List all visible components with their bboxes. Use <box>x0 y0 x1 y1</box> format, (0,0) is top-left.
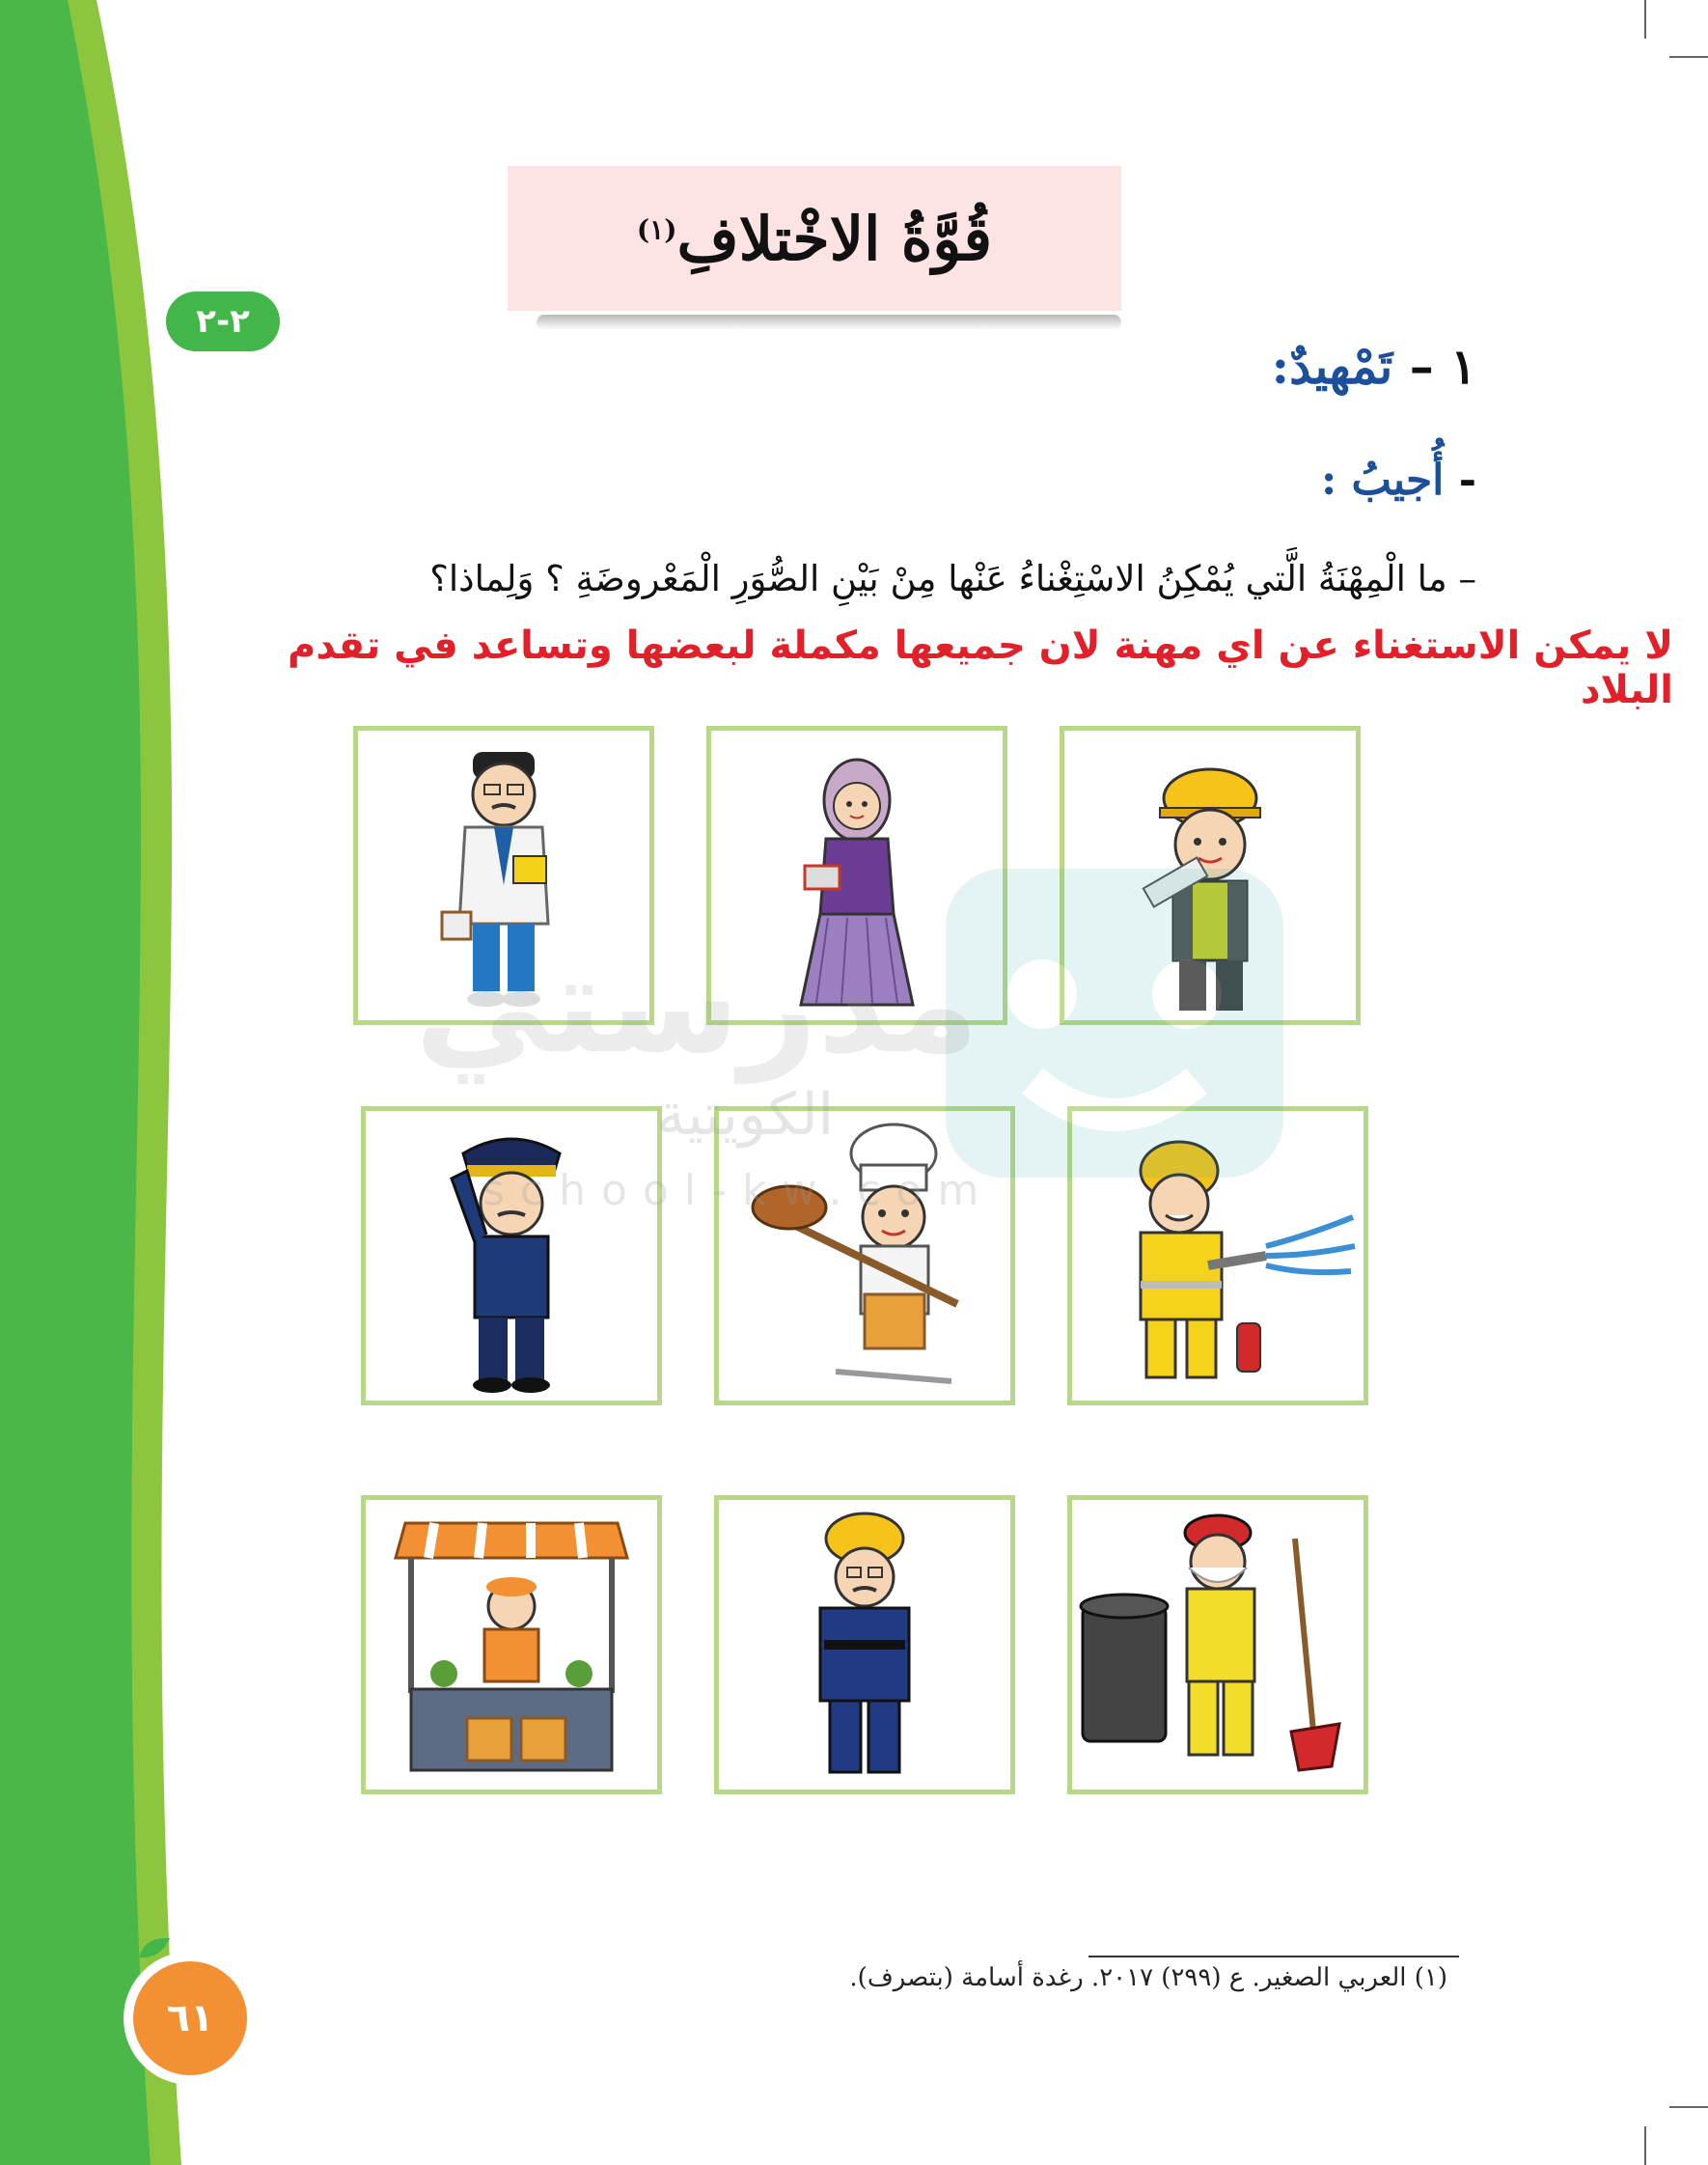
title-main: قُوَّةُ الاخْتلافِ <box>676 203 993 274</box>
picture-card <box>361 1106 662 1405</box>
street-sweeper-illustration <box>1072 1500 1364 1790</box>
doctor-illustration <box>358 731 649 1020</box>
picture-card <box>714 1495 1015 1794</box>
prompt-heading <box>1321 456 1476 505</box>
picture-card <box>353 726 654 1025</box>
picture-card <box>1060 726 1361 1025</box>
crop-mark <box>1644 2126 1646 2165</box>
teacher-illustration <box>711 731 1003 1020</box>
title-box <box>508 166 1121 311</box>
worker-illustration <box>719 1500 1010 1790</box>
picture-card <box>1067 1495 1368 1794</box>
crop-mark <box>1669 56 1708 58</box>
section-number: ١ <box>1450 338 1476 395</box>
picture-card <box>714 1106 1015 1405</box>
section-dash: – <box>1409 338 1434 395</box>
picture-card <box>706 726 1007 1025</box>
watermark-url: school-kw.com <box>482 1166 995 1215</box>
title-footnote-ref: (١) <box>636 212 677 245</box>
question-text: – ما الْمِهْنَةُ الَّتي يُمْكِنُ الاسْتِغْناءُ عَنْها مِنْ بَيْنِ الصُّوَرِ الْمَعْروضَةِ ؟ وَلِماذا؟ <box>429 558 1476 599</box>
crop-mark <box>1669 2106 1708 2108</box>
firefighter-illustration <box>1072 1111 1364 1401</box>
page-number: ٦١ <box>133 1961 247 2075</box>
picture-card <box>361 1495 662 1794</box>
lesson-number-badge: ٢-٢ <box>166 291 280 351</box>
vegetable-seller-illustration <box>366 1500 657 1790</box>
title-shadow <box>537 315 1121 330</box>
prompt-dash: - <box>1458 456 1476 505</box>
engineer-illustration <box>1064 731 1356 1020</box>
footnote-divider <box>1088 1956 1459 1957</box>
watermark-subtitle: الكويتية <box>656 1081 835 1149</box>
prompt-label: أُجيبُ : <box>1320 456 1445 505</box>
crop-mark <box>1644 0 1646 39</box>
section-heading <box>1272 338 1476 395</box>
watermark-brand: مدرستي <box>415 927 979 1084</box>
footnote-text: (١) العربي الصغير. ع (٢٩٩) ٢٠١٧. رغدة أسامة (بتصرف). <box>849 1963 1447 1992</box>
baker-illustration <box>719 1111 1010 1401</box>
answer-text: لا يمكن الاستغناء عن اي مهنة لان جميعها مكملة لبعضها وتساعد في تقدم البلاد <box>288 624 1673 712</box>
picture-card <box>1067 1106 1368 1405</box>
page-title <box>637 204 992 274</box>
section-label: تَمْهيدٌ: <box>1271 338 1393 395</box>
police-officer-illustration <box>366 1111 657 1401</box>
